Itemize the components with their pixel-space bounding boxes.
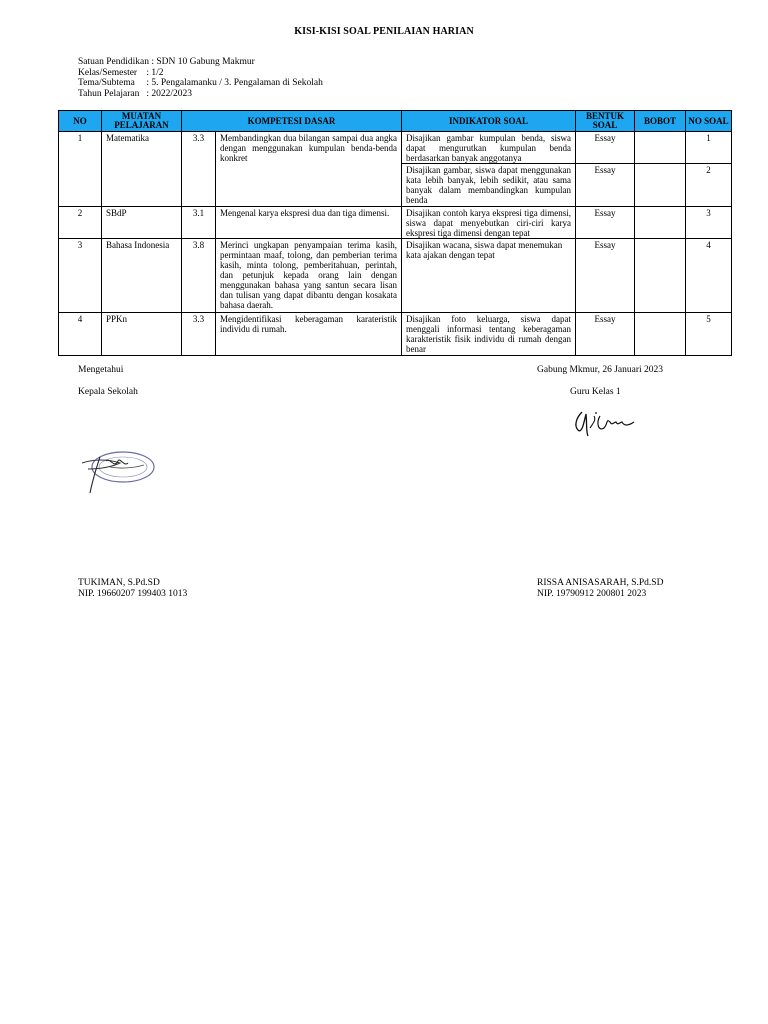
cell-muatan: Bahasa Indonesia bbox=[102, 239, 182, 313]
header-bobot: BOBOT bbox=[635, 111, 686, 132]
header-bentuk: BENTUK SOAL bbox=[576, 111, 635, 132]
info-label: Satuan Pendidikan bbox=[78, 57, 149, 67]
info-row-theme bbox=[78, 78, 323, 89]
cell-no-soal: 1 bbox=[686, 132, 732, 164]
info-sep: : bbox=[148, 57, 157, 67]
acknowledged-label: Mengetahui bbox=[78, 365, 124, 375]
cell-kd: Mengidentifikasi keberagaman karateristik individu di rumah. bbox=[216, 313, 402, 356]
principal-nip: NIP. 19660207 199403 1013 bbox=[78, 589, 188, 599]
document-title: KISI-KISI SOAL PENILAIAN HARIAN bbox=[294, 26, 474, 37]
cell-no-soal: 5 bbox=[686, 313, 732, 356]
info-value: 5. Pengalamanku / 3. Pengalaman di Sekolah bbox=[151, 78, 323, 88]
cell-muatan: PPKn bbox=[102, 313, 182, 356]
cell-bentuk: Essay bbox=[576, 132, 635, 164]
info-sep: : bbox=[144, 67, 152, 78]
principal-role: Kepala Sekolah bbox=[78, 387, 138, 397]
cell-kd-no: 3.8 bbox=[182, 239, 216, 313]
cell-bobot bbox=[635, 164, 686, 207]
info-row-school bbox=[78, 57, 323, 68]
info-label: Tahun Pelajaran bbox=[78, 88, 140, 99]
cell-kd-no: 3.3 bbox=[182, 132, 216, 207]
teacher-signature-icon bbox=[572, 408, 640, 440]
cell-bobot bbox=[635, 239, 686, 313]
header-muatan: MUATAN PELAJARAN bbox=[102, 111, 182, 132]
cell-kd-no: 3.1 bbox=[182, 207, 216, 239]
table-row bbox=[59, 313, 732, 356]
info-sep: : bbox=[144, 78, 152, 88]
cell-bentuk: Essay bbox=[576, 313, 635, 356]
cell-indikator: Disajikan contoh karya ekspresi tiga dimensi, siswa dapat menyebutkan ciri-ciri karya ekspresi tiga dimensi dengan tepat bbox=[402, 207, 576, 239]
teacher-role: Guru Kelas 1 bbox=[570, 387, 621, 397]
cell-bentuk: Essay bbox=[576, 239, 635, 313]
cell-kd: Membandingkan dua bilangan sampai dua angka dengan menggunakan kumpulan benda-benda konkret bbox=[216, 132, 402, 207]
cell-kd: Merinci ungkapan penyampaian terima kasih, permintaan maaf, tolong, dan pemberian terima kasih, minta tolong, pemberitahuan, perintah, dan petunjuk kepada orang lain dengan menggunakan bahasa yang santun secara lisan dan tulisan yang dapat dibantu dengan kosakata bahasa daerah. bbox=[216, 239, 402, 313]
header-no-soal: NO SOAL bbox=[686, 111, 732, 132]
cell-indikator: Disajikan wacana, siswa dapat menemukan kata ajakan dengan tepat bbox=[402, 239, 576, 313]
info-value: 2022/2023 bbox=[151, 88, 193, 99]
cell-no: 4 bbox=[59, 313, 102, 356]
cell-kd-no: 3.3 bbox=[182, 313, 216, 356]
info-label: Kelas/Semester bbox=[78, 67, 138, 78]
cell-bobot bbox=[635, 132, 686, 164]
info-sep: : bbox=[144, 88, 152, 99]
cell-kd: Mengenal karya ekspresi dua dan tiga dimensi. bbox=[216, 207, 402, 239]
cell-indikator: Disajikan foto keluarga, siswa dapat menggali informasi tentang keberagaman karakteristik fisik individu di rumah dengan benar bbox=[402, 313, 576, 356]
place-date: Gabung Mkmur, 26 Januari 2023 bbox=[537, 365, 664, 375]
header-indikator: INDIKATOR SOAL bbox=[402, 111, 576, 132]
table-row bbox=[59, 132, 732, 164]
table-row bbox=[59, 239, 732, 313]
info-value: SDN 10 Gabung Makmur bbox=[156, 57, 255, 67]
cell-muatan: Matematika bbox=[102, 132, 182, 207]
cell-indikator: Disajikan gambar, siswa dapat menggunakan kata lebih banyak, lebih sedikit, atau sama banyak dalam membandingkan kumpulan benda bbox=[402, 164, 576, 207]
header-no: NO bbox=[59, 111, 102, 132]
info-label: Tema/Subtema bbox=[78, 78, 135, 88]
teacher-nip: NIP. 19790912 200801 2023 bbox=[537, 589, 647, 599]
cell-muatan: SBdP bbox=[102, 207, 182, 239]
info-row-year bbox=[78, 89, 323, 100]
table-row bbox=[59, 207, 732, 239]
cell-no-soal: 2 bbox=[686, 164, 732, 207]
info-row-class bbox=[78, 68, 323, 79]
kisi-kisi-table bbox=[58, 110, 732, 356]
table-header-row bbox=[59, 111, 732, 132]
cell-no: 1 bbox=[59, 132, 102, 207]
cell-no: 3 bbox=[59, 239, 102, 313]
header-kompetensi: KOMPETESI DASAR bbox=[182, 111, 402, 132]
cell-bobot bbox=[635, 207, 686, 239]
cell-no-soal: 4 bbox=[686, 239, 732, 313]
info-value: 1/2 bbox=[151, 67, 164, 78]
cell-bentuk: Essay bbox=[576, 164, 635, 207]
cell-bobot bbox=[635, 313, 686, 356]
cell-indikator: Disajikan gambar kumpulan benda, siswa dapat mengurutkan kumpulan benda berdasarkan banyak anggotanya bbox=[402, 132, 576, 164]
cell-no-soal: 3 bbox=[686, 207, 732, 239]
cell-no: 2 bbox=[59, 207, 102, 239]
teacher-name: RISSA ANISASARAH, S.Pd.SD bbox=[537, 578, 664, 588]
school-stamp-signature-icon bbox=[80, 447, 160, 499]
principal-name: TUKIMAN, S.Pd.SD bbox=[78, 578, 160, 588]
cell-bentuk: Essay bbox=[576, 207, 635, 239]
school-info bbox=[78, 57, 323, 99]
